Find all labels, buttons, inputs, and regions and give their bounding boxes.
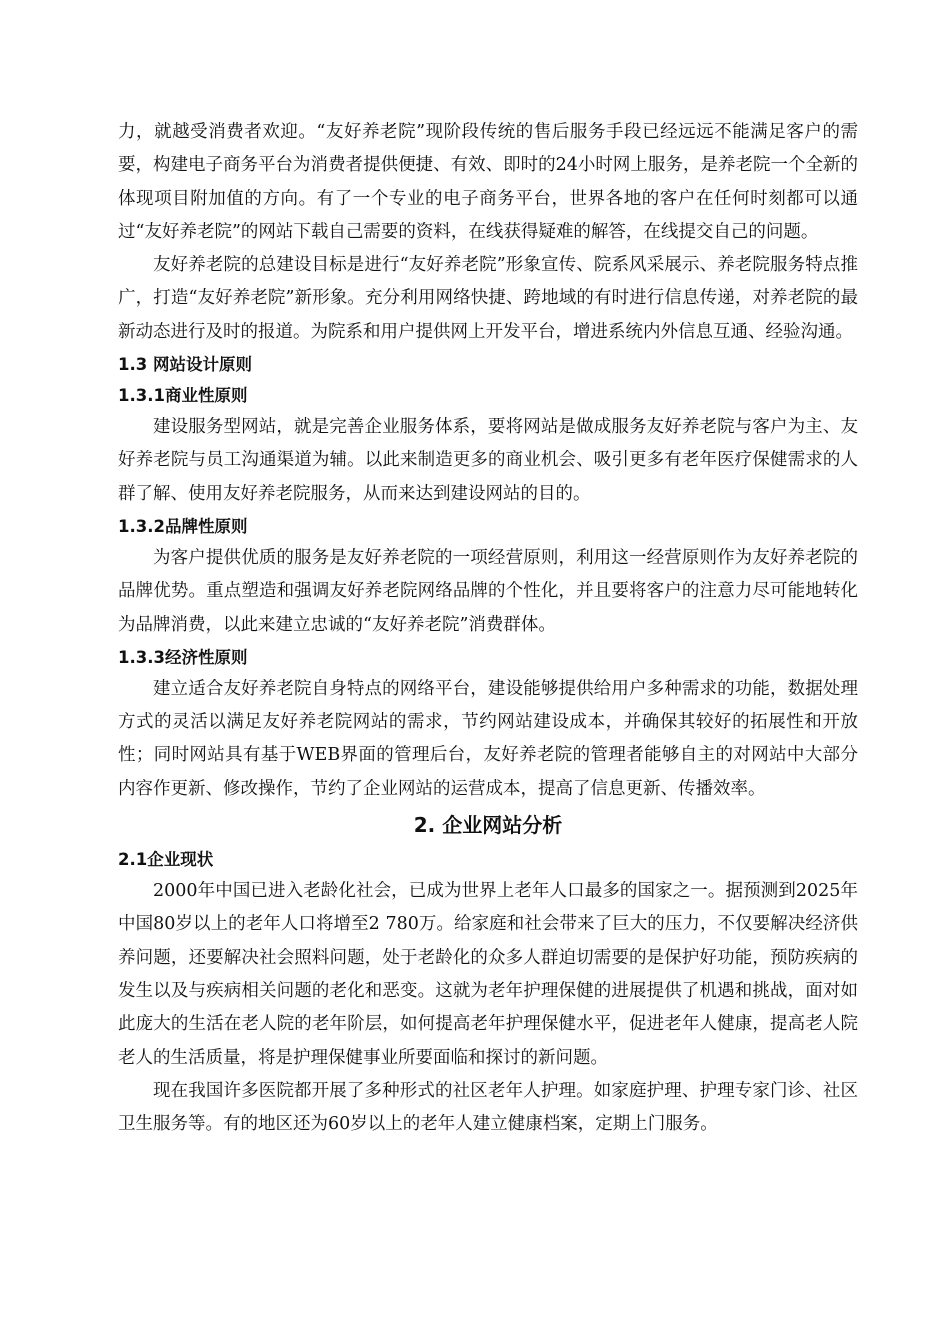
chapter-heading-website-analysis: 2. 企业网站分析 [413, 813, 563, 838]
paragraph-construction-goal: 友好养老院的总建设目标是进行“友好养老院”形象宣传、院系风采展示、养老院服务特点推广，打造“友好养老院”新形象。充分利用网络快捷、跨地域的有时进行信息传递，对养老院的最新动态进行及时的报道。为院系和用户提供网上开发平台，增进系统内外信息互通、经验沟通。 [118, 255, 858, 342]
section-heading-design-principles: 1.3 网站设计原则 [118, 355, 252, 375]
section-heading-enterprise-status: 2.1企业现状 [118, 850, 214, 870]
paragraph-brand: 为客户提供优质的服务是友好养老院的一项经营原则，利用这一经营原则作为友好养老院的品牌优势。重点塑造和强调友好养老院网络品牌的个性化，并且要将客户的注意力尽可能地转化为品牌消费，以此来建立忠诚的“友好养老院”消费群体。 [118, 547, 858, 635]
document-body [118, 116, 858, 1141]
paragraph-commercial: 建设服务型网站，就是完善企业服务体系，要将网站是做成服务友好养老院与客户为主、友好养老院与员工沟通渠道为辅。以此来制造更多的商业机会、吸引更多有老年医疗保健需求的人群了解、使用友好养老院服务，从而来达到建设网站的目的。 [118, 417, 858, 504]
paragraph-community-care: 现在我国许多医院都开展了多种形式的社区老年人护理。如家庭护理、护理专家门诊、社区卫生服务等。有的地区还为60岁以上的老年人建立健康档案，定期上门服务。 [118, 1080, 858, 1135]
paragraph-after-sales: 力，就越受消费者欢迎。“友好养老院”现阶段传统的售后服务手段已经远远不能满足客户的需要，构建电子商务平台为消费者提供便捷、有效、即时的24小时网上服务，是养老院一个全新的体现项目附加值的方向。有了一个专业的电子商务平台，世界各地的客户在任何时刻都可以通过“友好养老院”的网站下载自己需要的资料，在线获得疑难的解答，在线提交自己的问题。 [118, 122, 858, 242]
subsection-heading-economic: 1.3.3经济性原则 [118, 647, 248, 667]
paragraph-economic: 建立适合友好养老院自身特点的网络平台，建设能够提供给用户多种需求的功能，数据处理方式的灵活以满足友好养老院网站的需求，节约网站建设成本，并确保其较好的拓展性和开放性；同时网站具有基于WEB界面的管理后台，友好养老院的管理者能够自主的对网站中大部分内容作更新、修改操作，节约了企业网站的运营成本，提高了信息更新、传播效率。 [118, 678, 858, 799]
paragraph-aging-society: 2000年中国已进入老龄化社会，已成为世界上老年人口最多的国家之一。据预测到2025年中国80岁以上的老年人口将增至2 780万。给家庭和社会带来了巨大的压力，不仅要解决经济供养问题，还要解决社会照料问题，处于老龄化的众多人群迫切需要的是保护好功能，预防疾病的发生以及与疾病相关问题的老化和恶变。这就为老年护理保健的进展提供了机遇和挑战，面对如此庞大的生活在老人院的老年阶层，如何提高老年护理保健水平，促进老年人健康，提高老人院老人的生活质量，将是护理保健事业所要面临和探讨的新问题。 [118, 881, 858, 1068]
subsection-heading-commercial: 1.3.1商业性原则 [118, 386, 248, 406]
subsection-heading-brand: 1.3.2品牌性原则 [118, 516, 248, 536]
